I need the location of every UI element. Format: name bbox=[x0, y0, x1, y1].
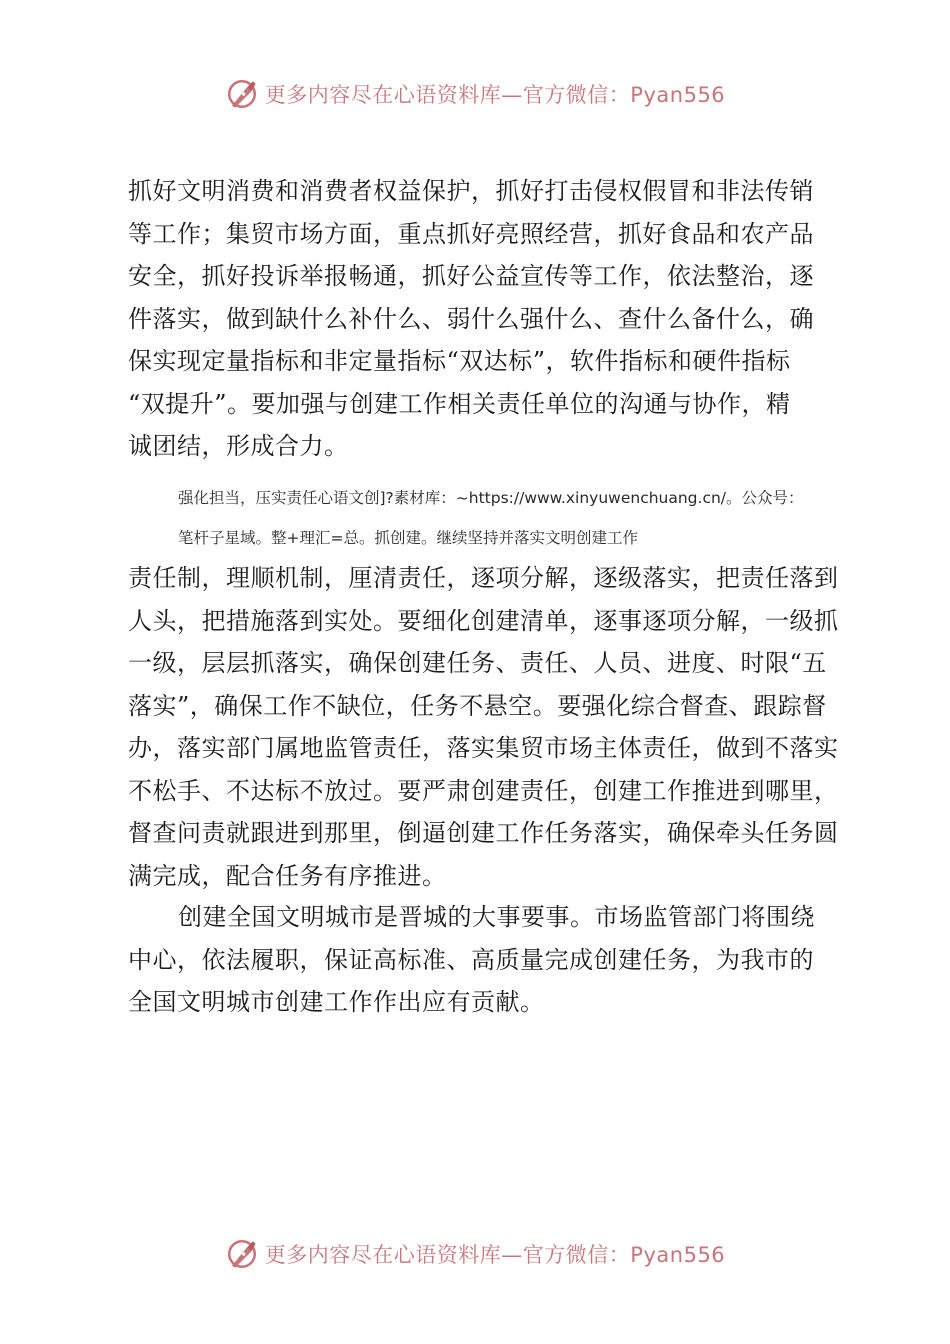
text-line: 责任制，理顺机制，厘清责任，逐项分解，逐级落实，把责任落到 bbox=[128, 564, 839, 592]
footer-banner bbox=[0, 1234, 950, 1274]
header-banner-text: 更多内容尽在心语资料库—官方微信：Pyan556 bbox=[264, 83, 726, 107]
pen-nib-logo-icon bbox=[225, 77, 259, 111]
text-line: 全国文明城市创建工作作出应有贡献。 bbox=[128, 988, 545, 1016]
pen-nib-logo-icon bbox=[225, 1237, 259, 1271]
text-line: 不松手、不达标不放过。要严肃创建责任，创建工作推进到哪里， bbox=[128, 776, 839, 805]
text-line: 等工作；集贸市场方面，重点抓好亮照经营，抓好食品和农产品 bbox=[128, 219, 814, 248]
text-line: 一级，层层抓落实，确保创建任务、责任、人员、进度、时限“五 bbox=[128, 649, 827, 677]
text-line: 安全，抓好投诉举报畅通，抓好公益宣传等工作，依法整治，逐 bbox=[128, 262, 814, 290]
text-line: 件落实，做到缺什么补什么、弱什么强什么、查什么备什么，确 bbox=[128, 304, 814, 333]
paragraph-3 bbox=[128, 557, 848, 897]
footer-banner-text: 更多内容尽在心语资料库—官方微信：Pyan556 bbox=[264, 1243, 726, 1267]
header-banner bbox=[0, 74, 950, 114]
paragraph-1 bbox=[128, 170, 848, 468]
text-line: 满完成，配合任务有序推进。 bbox=[128, 861, 447, 890]
watermark-note bbox=[178, 478, 868, 558]
note-line: 笔杆子星域。整+理汇=总。抓创建。继续坚持并落实文明创建工作 bbox=[178, 529, 638, 547]
text-line: 人头，把措施落到实处。要细化创建清单，逐事逐项分解，一级抓 bbox=[128, 606, 839, 635]
text-line: 创建全国文明城市是晋城的大事要事。市场监管部门将围绕 bbox=[178, 903, 815, 931]
note-line: 强化担当，压实责任心语文创]?素材库：~https://www.xinyuwenchuang.cn/。公众号： bbox=[178, 489, 804, 507]
text-line: “双提升”。要加强与创建工作相关责任单位的沟通与协作，精 bbox=[128, 389, 791, 418]
text-line: 抓好文明消费和消费者权益保护，抓好打击侵权假冒和非法传销 bbox=[128, 177, 814, 205]
text-line: 落实”，确保工作不缺位，任务不悬空。要强化综合督查、跟踪督 bbox=[128, 691, 827, 720]
text-line: 督查问责就跟进到那里，倒逼创建工作任务落实，确保牵头任务圆 bbox=[128, 819, 839, 847]
paragraph-4 bbox=[128, 896, 848, 1024]
text-line: 中心，依法履职，保证高标准、高质量完成创建任务，为我市的 bbox=[128, 945, 814, 974]
text-line: 保实现定量指标和非定量指标“双达标”，软件指标和硬件指标 bbox=[128, 347, 791, 375]
text-line: 诚团结，形成合力。 bbox=[128, 432, 349, 460]
text-line: 办，落实部门属地监管责任，落实集贸市场主体责任，做到不落实 bbox=[128, 734, 839, 762]
